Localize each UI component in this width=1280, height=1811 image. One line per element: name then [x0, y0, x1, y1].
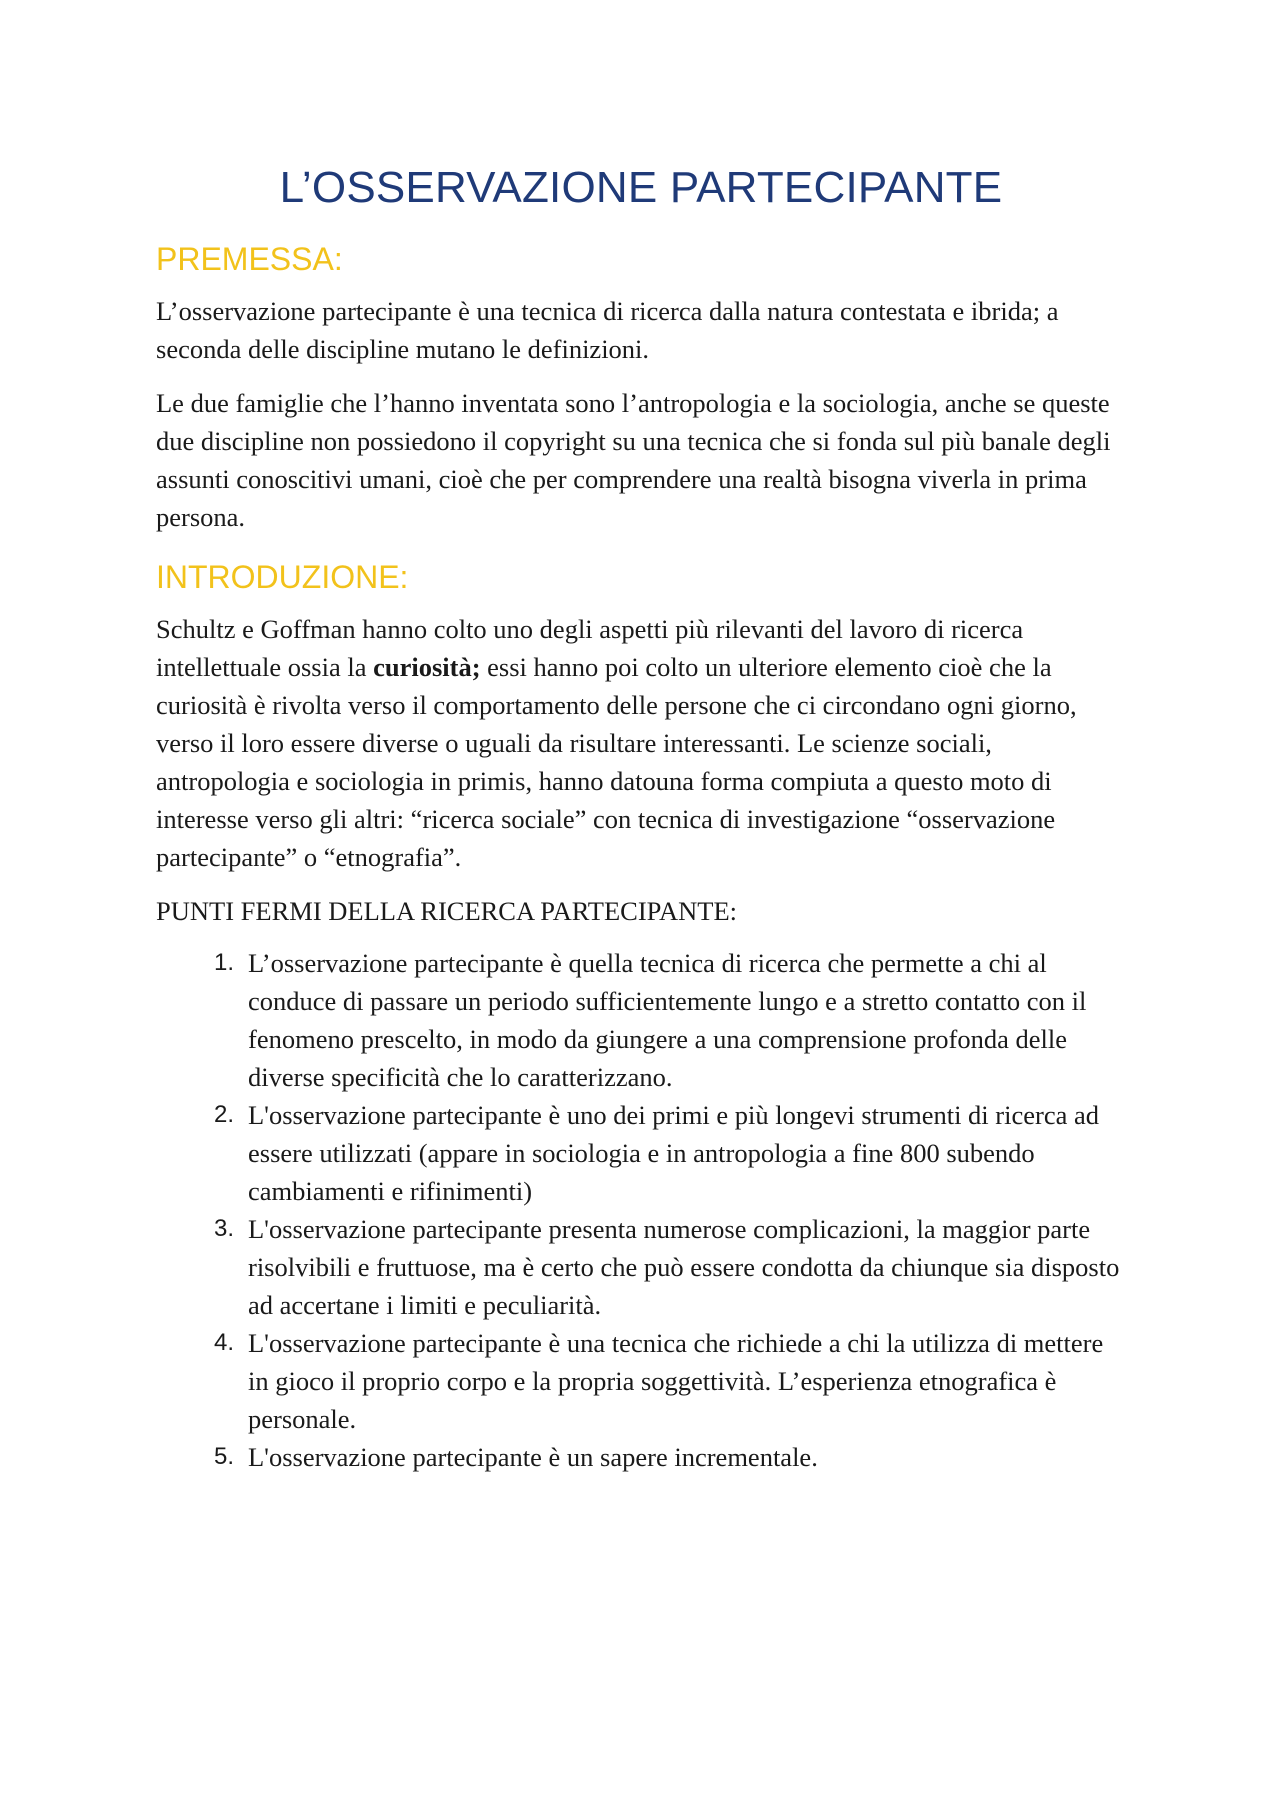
- list-item-number: 4.: [213, 1329, 234, 1356]
- introduzione-text-end: essi hanno poi colto un ulteriore elemento cioè che la curiosità è rivolta verso il comportamento delle persone che ci circondano ogni giorno, verso il loro essere diverse o uguali da risultare interessanti. Le scienze sociali, antropologia e sociologia in primis, hanno datouna forma compiuta a questo moto di interesse verso gli altri: “ricerca sociale” con tecnica di investigazione “osservazione partecipante” o “etnografia”.: [156, 652, 1077, 872]
- list-item-number: 1.: [213, 949, 234, 976]
- document-body: [156, 160, 1126, 1476]
- list-item-number: 3.: [213, 1215, 234, 1242]
- section-heading-introduzione: INTRODUZIONE:: [156, 559, 409, 595]
- premessa-paragraph-2: Le due famiglie che l’hanno inventata sono l’antropologia e la sociologia, anche se queste due discipline non possiedono il copyright su una tecnica che si fonda sul più banale degli assunti conoscitivi umani, cioè che per comprendere una realtà bisogna viverla in prima persona.: [156, 388, 1111, 532]
- premessa-paragraph-1: L’osservazione partecipante è una tecnica di ricerca dalla natura contestata e ibrida; a seconda delle discipline mutano le definizioni.: [156, 296, 1059, 364]
- introduzione-bold-term: curiosità;: [373, 652, 481, 682]
- list-item: [156, 1438, 1126, 1476]
- list-item-number: 2.: [213, 1101, 234, 1128]
- document-title: L’OSSERVAZIONE PARTECIPANTE: [279, 163, 1003, 212]
- list-item: [156, 1324, 1126, 1438]
- list-item: [156, 1096, 1126, 1210]
- list-item-number: 5.: [213, 1443, 234, 1470]
- list-item-text: L'osservazione partecipante è uno dei primi e più longevi strumenti di ricerca ad essere utilizzati (appare in sociologia e in antropologia a fine 800 subendo cambiamenti e rifinimenti): [248, 1100, 1099, 1206]
- list-item: [156, 1210, 1126, 1324]
- list-item: [156, 944, 1126, 1096]
- list-item-text: L'osservazione partecipante presenta numerose complicazioni, la maggior parte risolvibili e fruttuose, ma è certo che può essere condotta da chiunque sia disposto ad accertane i limiti e peculiarità.: [248, 1214, 1120, 1320]
- list-item-text: L'osservazione partecipante è una tecnica che richiede a chi la utilizza di mettere in gioco il proprio corpo e la propria soggettività. L’esperienza etnografica è personale.: [248, 1328, 1104, 1434]
- introduzione-text-start: Schultz e Goffman hanno colto uno degli aspetti più rilevanti del lavoro di ricerca intellettuale ossia la: [156, 614, 1024, 682]
- punti-fermi-list: [156, 944, 1126, 1476]
- punti-fermi-heading: PUNTI FERMI DELLA RICERCA PARTECIPANTE:: [156, 896, 737, 926]
- section-heading-premessa: PREMESSA:: [156, 241, 343, 277]
- list-item-text: L’osservazione partecipante è quella tecnica di ricerca che permette a chi al conduce di passare un periodo sufficientemente lungo e a stretto contatto con il fenomeno prescelto, in modo da giungere a una comprensione profonda delle diverse specificità che lo caratterizzano.: [248, 948, 1087, 1092]
- list-item-text: L'osservazione partecipante è un sapere incrementale.: [248, 1442, 818, 1472]
- introduzione-paragraph: [156, 610, 1126, 876]
